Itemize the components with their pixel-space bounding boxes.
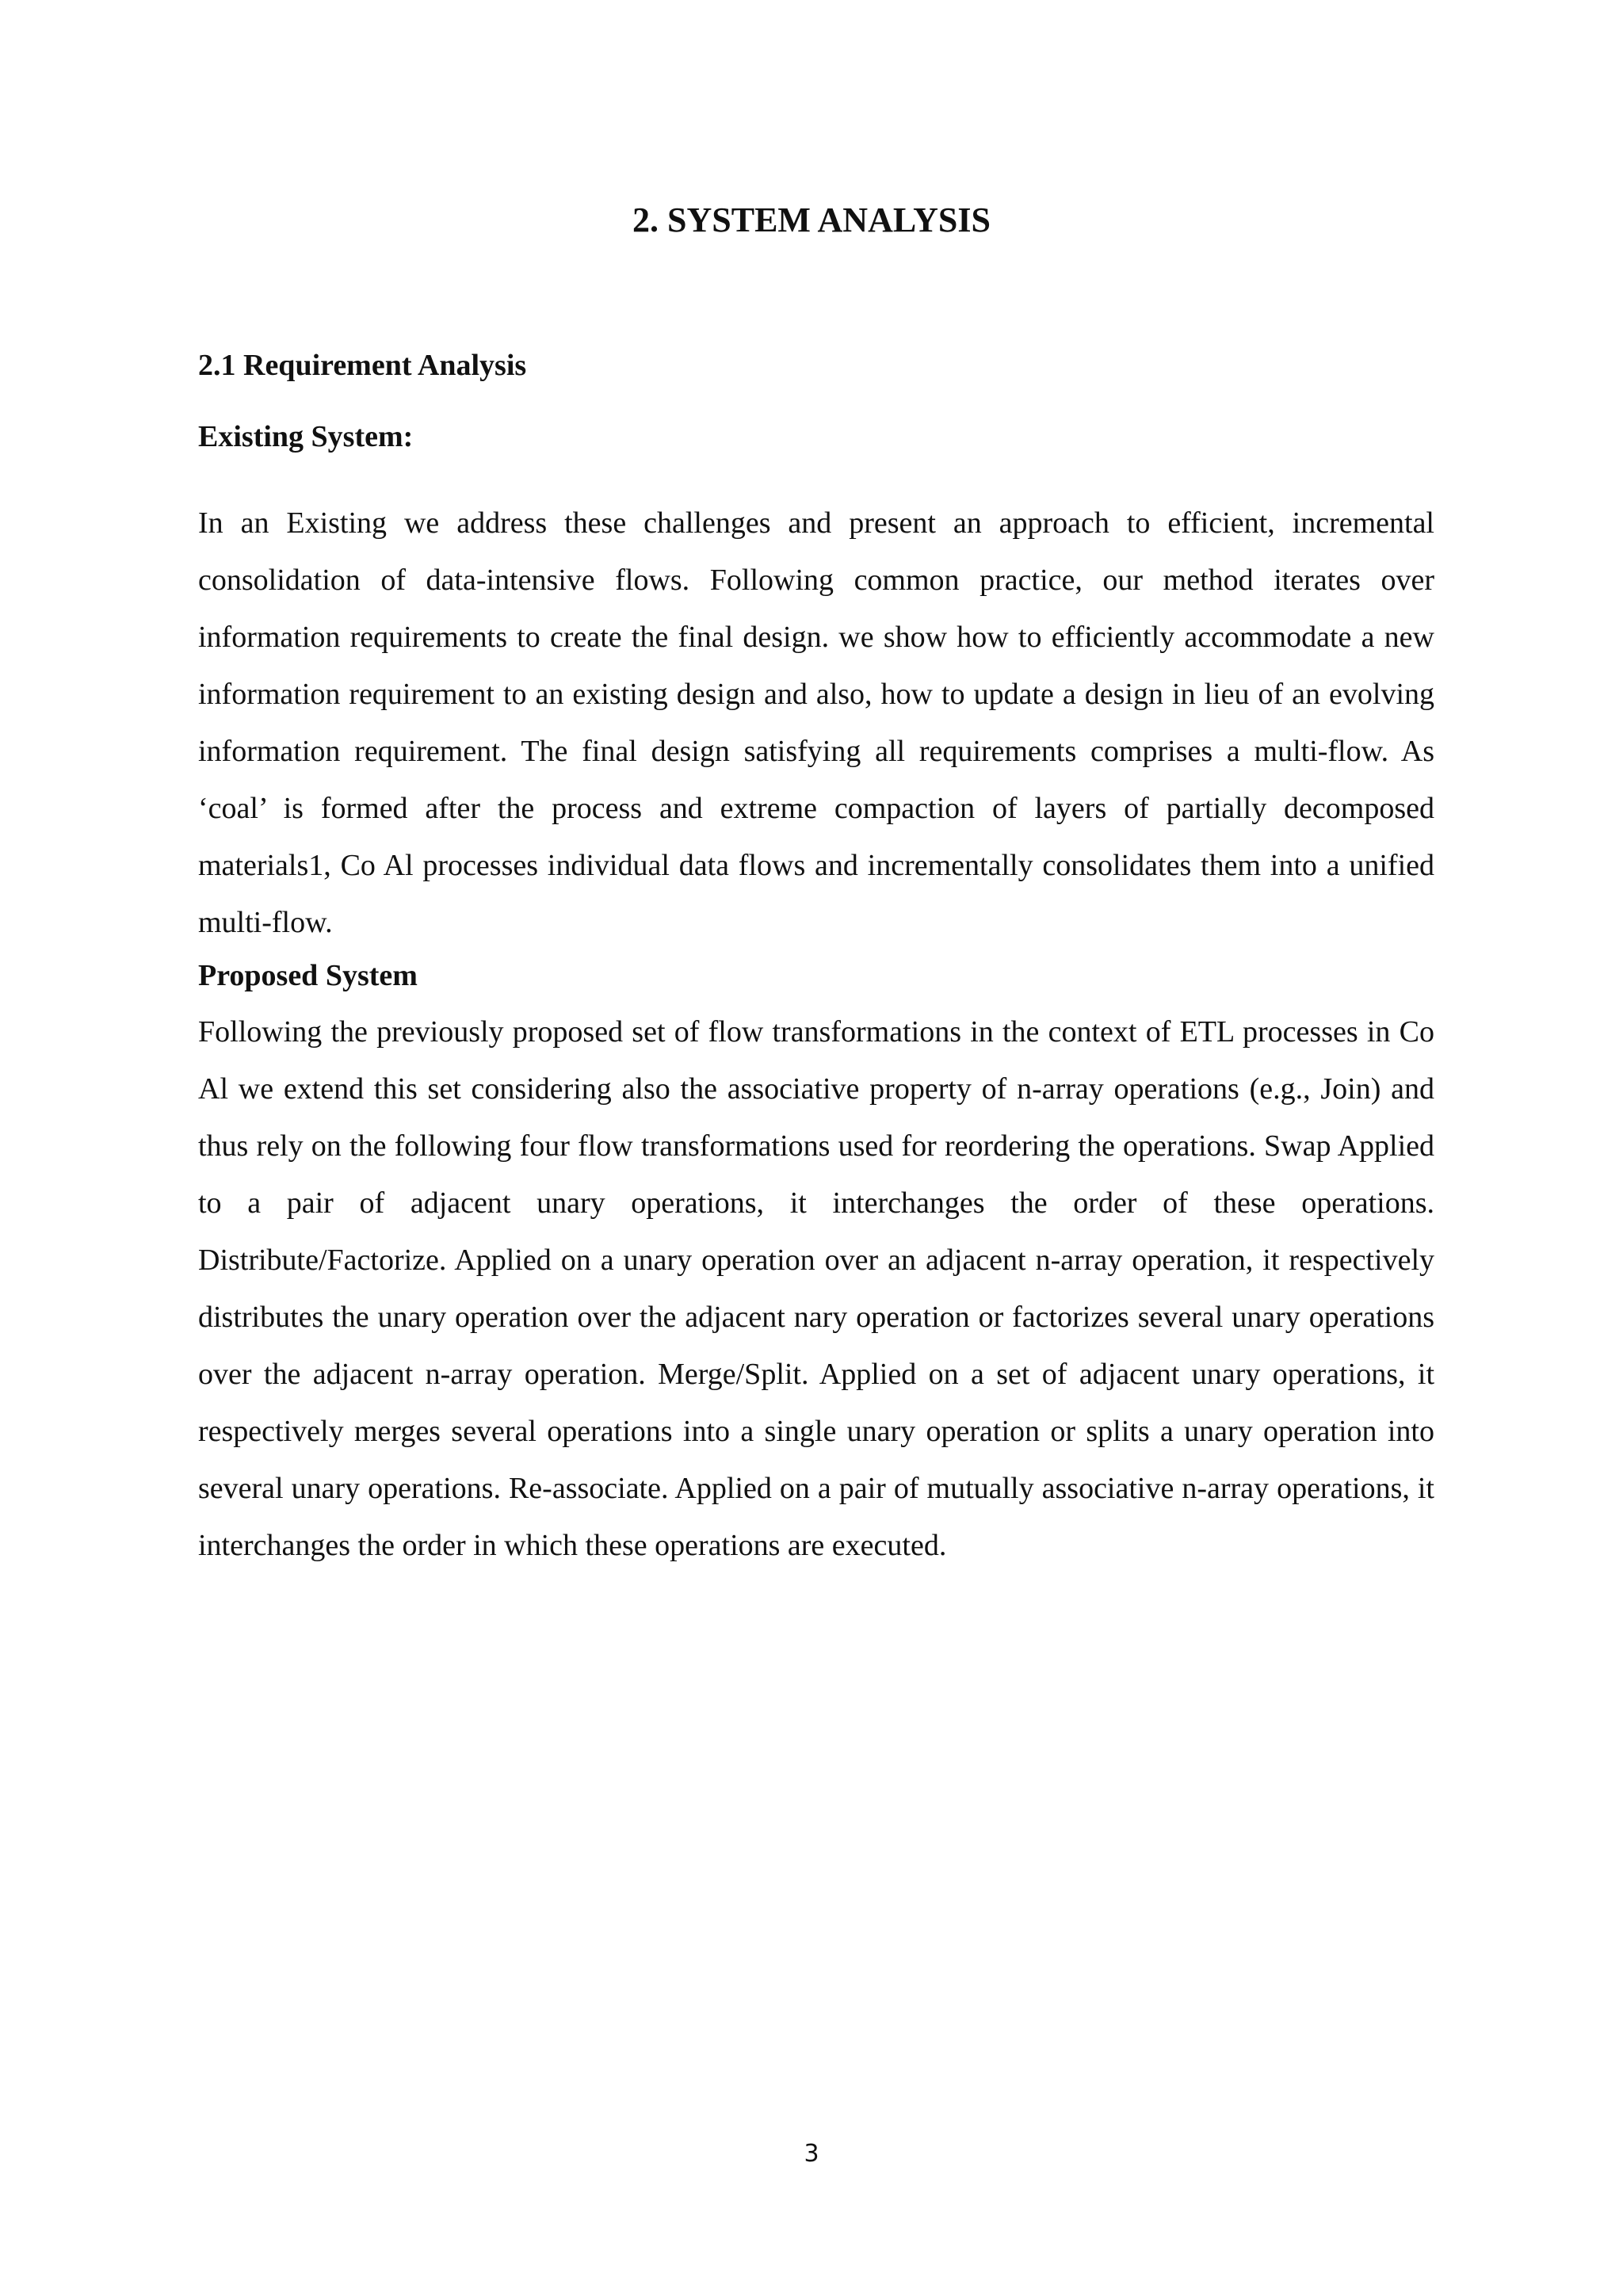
existing-system-paragraph: In an Existing we address these challenges and present an approach to efficient, incremental consolidation of data-intensive flows. Following common practice, our method iterates over information requirements to create the final design. we show how to efficiently accommodate a new information requirement to an existing design and also, how to update a design in lieu of an evolving information requirement. The final design satisfying all requirements comprises a multi-flow. As ‘coal’ is formed after the process and extreme compaction of layers of partially decomposed materials1, Co Al processes individual data flows and incrementally consolidates them into a unified multi-flow.: [198, 506, 1434, 939]
existing-system-heading: Existing System:: [198, 420, 414, 453]
section-heading: 2.1 Requirement Analysis: [198, 349, 527, 382]
proposed-system-heading: Proposed System: [198, 959, 418, 992]
chapter-title: 2. SYSTEM ANALYSIS: [632, 201, 991, 239]
page-number: 3: [804, 2140, 819, 2168]
proposed-system-paragraph: Following the previously proposed set of flow transformations in the context of ETL processes in Co Al we extend this set considering also the associative property of n-array operations (e.g., Join) and thus rely on the following four flow transformations used for reordering the operations. Swap Applied to a pair of adjacent unary operations, it interchanges the order of these operations. Distribute/Factorize. Applied on a unary operation over an adjacent n-array operation, it respectively distributes the unary operation over the adjacent nary operation or factorizes several unary operations over the adjacent n-array operation. Merge/Split. Applied on a set of adjacent unary operations, it respectively merges several operations into a single unary operation or splits a unary operation into several unary operations. Re-associate. Applied on a pair of mutually associative n-array operations, it interchanges the order in which these operations are executed.: [198, 1015, 1434, 1562]
